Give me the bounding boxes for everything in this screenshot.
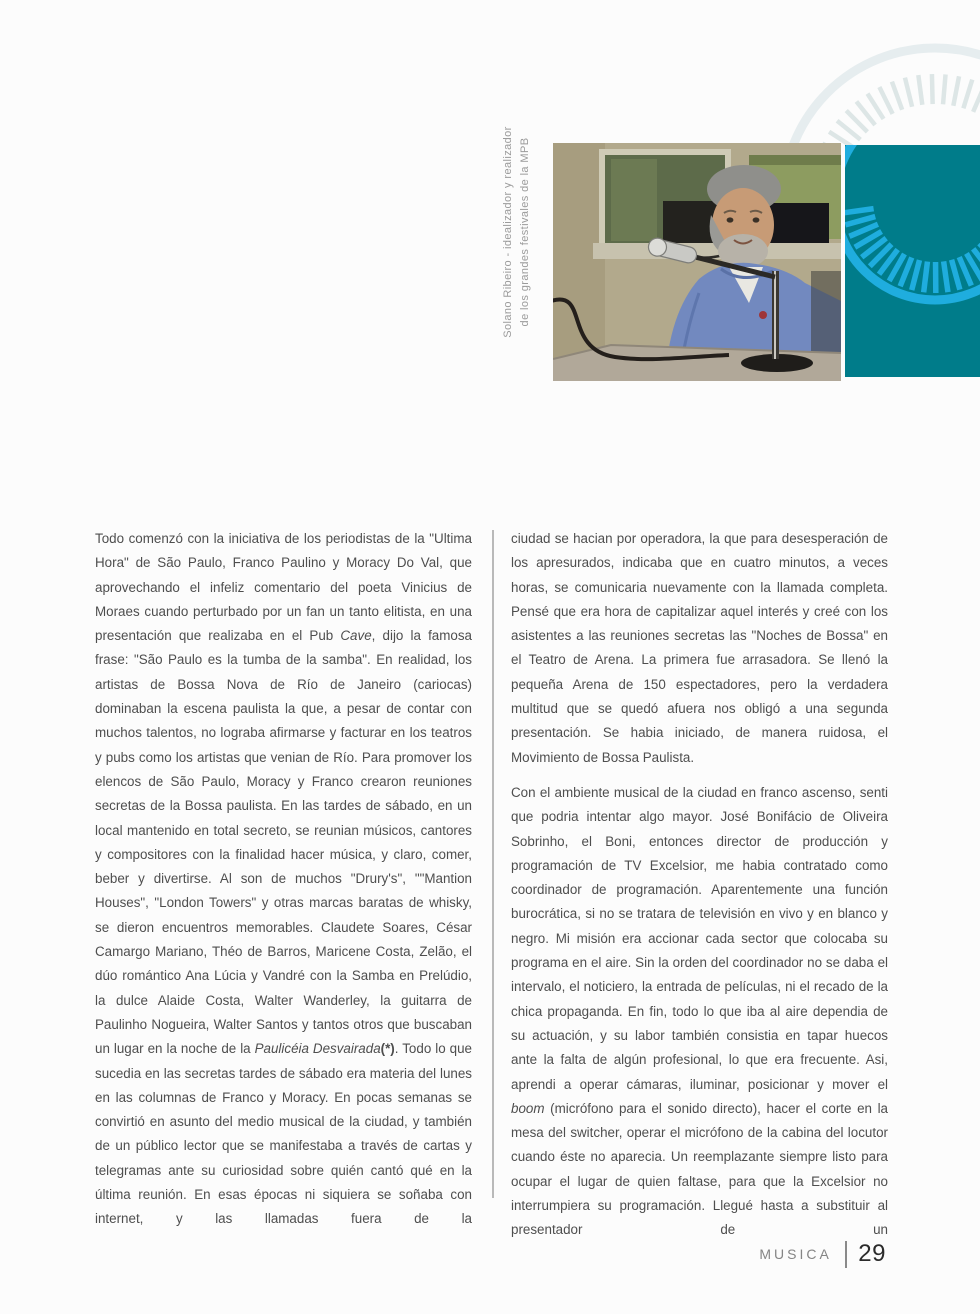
column-divider xyxy=(492,530,494,1198)
page-number: 29 xyxy=(858,1240,886,1267)
photo-caption-line1: Solano Ribeiro - idealizador y realizador xyxy=(502,126,514,338)
eye-left xyxy=(727,217,734,222)
article-paragraph-2: ciudad se hacian por operadora, la que para desesperación de los apresurados, indicaba que en cuatro minutos, a veces horas, se comunicaria nuevamente con la llamada completa. Pensé que era hora de capitalizar aquel interés y creé con los asistentes a las reuniones secretas las "Noches de Bossa" en el Teatro de Arena. La primera fue arrasadora. Se llenó la pequeña Arena de 150 espectadores, pero la verdadera multitud que se quedó afuera nos obligó a una segunda presentación. Se habia iniciado, de manera ruidosa, el Movimiento de Bossa Paulista. xyxy=(511,531,888,765)
photo-caption xyxy=(500,62,538,402)
radial-ticks-decoration-top xyxy=(690,0,980,146)
page-footer xyxy=(759,1240,886,1268)
studio-photo-illustration xyxy=(553,143,841,381)
eye-right xyxy=(753,217,760,222)
window-curtain xyxy=(611,159,657,241)
window-right-frame xyxy=(749,155,841,165)
studio-wall-left xyxy=(553,143,605,381)
pale-ring xyxy=(783,48,980,146)
section-label: MUSICA xyxy=(759,1246,832,1262)
article-paragraph-1: Todo comenzó con la iniciativa de los periodistas de la "Ultima Hora" de São Paulo, Franco Paulino y Moracy Do Val, que aprovechando el infeliz comentario del poeta Vinicius de Moraes cuando perturbado por un fan un tanto elitista, en una presentación que realizaba en el Pub Cave, dijo la famosa frase: "São Paulo es la tumba de la samba". En realidad, los artistas de Bossa Nova de Río de Janeiro (cariocas) dominaban la escena paulista la que, a pesar de contar con muchos talentos, no lograba afirmarse y facturar en los teatros y pubs como los artistas que venian de Río. Para promover los elencos de São Paulo, Moracy y Franco crearon reuniones secretas de la Bossa paulista. En las tardes de sábado, en un local mantenido en total secreto, se reunian músicos, cantores y compositores con la finalidad hacer música, y claro, comer, beber y divertirse. Al son de muchos "Drury's", ""Mantion Houses", "London Towers" y otras marcas baratas de whisky, se dieron encuentros memorables. Claudete Soares, César Camargo Mariano, Théo de Barros, Maricene Costa, Zelão, el dúo romántico Ana Lúcia y Vandré con la Samba en Prelúdio, la dulce Alaide Costa, Walter Wanderley, la guitarra de Paulinho Nogueira, Walter Santos y tantos otros que buscaban un lugar en la noche de la Paulicéia Desvairada(*). Todo lo que sucedia en las secretas tardes de sábado era materia del lunes en las columnas de Franco y Moracy. En pocas semanas se convirtió en asunto del medio musical de la ciudad, y también de un público lector que se manifestaba a través de cartas y telegramas ante su curiosidad sobre quién cantó qué en la última reunión. En esas épocas ni siquiera se soñaba con internet, y las llamadas fuera de la xyxy=(95,531,472,1227)
cyan-ticks-svg xyxy=(845,145,980,377)
photo-caption-line2: de los grandes festivales de la MPB xyxy=(519,137,531,327)
studio-photo xyxy=(553,143,841,381)
footer-divider xyxy=(845,1241,848,1268)
shirt-logo xyxy=(759,311,767,319)
teal-accent-block xyxy=(845,145,980,377)
radial-ticks-svg xyxy=(690,0,980,146)
mic-pole-highlight xyxy=(774,271,776,359)
article-column-right xyxy=(511,527,888,1243)
article-paragraph-3: Con el ambiente musical de la ciudad en franco ascenso, senti que podria intentar algo mayor. José Bonifácio de Oliveira Sobrinho, el Boni, entonces director de producción y programación de TV Excelsior, me habia contratado como coordinador de programación. Aparentemente una función burocrática, si no se tratara de televisión en vivo y en blanco y negro. Mi misión era accionar cada sector que colocaba su programa en el aire. Sin la orden del coordinador no se daba el intervalo, el noticiero, la entrada de películas, ni el recado de la chica propaganda. En fin, todo lo que iba al aire dependia de su actuación, y su labor también consistia en tapar huecos ante la falta de algún profesional, lo que era frecuente. Asi, aprendi a operar cámaras, iluminar, posicionar y mover el boom (micrófono para el sonido directo), hacer el corte en la mesa del switcher, operar el micrófono de la cabina del locutor cuando éste no aparecia. Un reemplazante siempre listo para ocupar el lugar de quien faltase, para que la Excelsior no interrumpiera su programación. Llegué hasta a substituir al presentador de un xyxy=(511,784,888,1238)
article-column-left xyxy=(95,527,472,1232)
